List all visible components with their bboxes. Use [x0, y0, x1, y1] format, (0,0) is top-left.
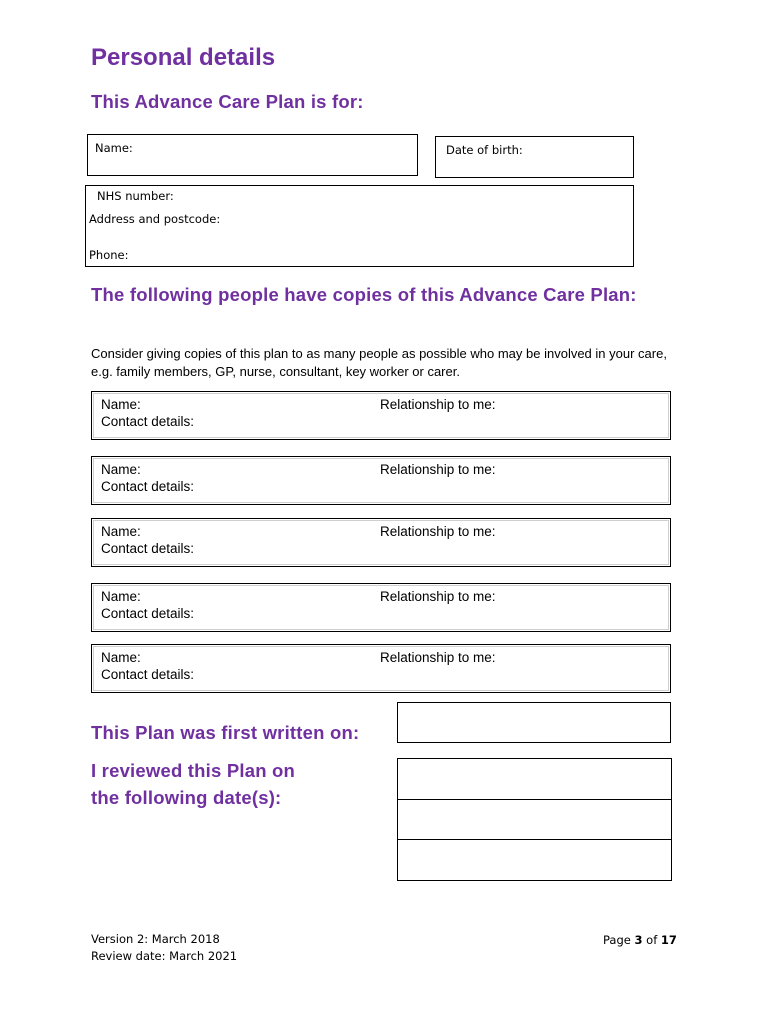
relationship-label: Relationship to me:	[380, 524, 496, 539]
name-field-label: Name:	[95, 141, 133, 155]
page-total: 17	[660, 933, 677, 947]
contact-name-label: Name:	[101, 589, 141, 604]
contact-entry[interactable]	[91, 391, 671, 440]
review-date-field[interactable]	[397, 758, 672, 800]
section-heading-plan-for: This Advance Care Plan is for:	[91, 91, 364, 112]
contact-details-label: Contact details:	[101, 541, 195, 556]
page-prefix: Page	[603, 933, 635, 947]
relationship-label: Relationship to me:	[380, 589, 496, 604]
relationship-label: Relationship to me:	[380, 650, 496, 665]
contact-details-label: Contact details:	[101, 667, 195, 682]
section-heading-copies: The following people have copies of this Advance Care Plan:	[91, 284, 637, 305]
contact-name-label: Name:	[101, 524, 141, 539]
relationship-label: Relationship to me:	[380, 397, 496, 412]
phone-label: Phone:	[89, 248, 129, 262]
contact-entry[interactable]	[91, 644, 671, 693]
contact-info-field[interactable]	[85, 185, 634, 267]
contact-entry[interactable]	[91, 456, 671, 505]
contact-entry[interactable]	[91, 518, 671, 567]
nhs-number-label: NHS number:	[97, 189, 174, 203]
relationship-label: Relationship to me:	[380, 462, 496, 477]
page-current: 3	[634, 933, 643, 947]
name-field[interactable]	[87, 134, 418, 176]
contact-name-label: Name:	[101, 462, 141, 477]
contact-details-label: Contact details:	[101, 414, 195, 429]
first-written-date-field[interactable]	[397, 702, 671, 743]
page-title: Personal details	[91, 44, 276, 71]
page-of: of	[642, 933, 661, 947]
contact-entry[interactable]	[91, 583, 671, 632]
review-date-field[interactable]	[397, 799, 672, 840]
version-text: Version 2: March 2018	[91, 932, 220, 946]
reviewed-label-line2: the following date(s):	[91, 787, 282, 808]
date-of-birth-field[interactable]	[435, 136, 634, 178]
review-date-text: Review date: March 2021	[91, 949, 238, 963]
contact-details-label: Contact details:	[101, 606, 195, 621]
contact-name-label: Name:	[101, 650, 141, 665]
review-date-field[interactable]	[397, 839, 672, 881]
contact-name-label: Name:	[101, 397, 141, 412]
copies-intro-text: Consider giving copies of this plan to as many people as possible who may be involved in your care, e.g. family members, GP, nurse, consultant, key worker or carer.	[91, 346, 667, 379]
contact-details-label: Contact details:	[101, 479, 195, 494]
page-number	[603, 932, 677, 949]
reviewed-label-line1: I reviewed this Plan on	[91, 760, 296, 781]
date-of-birth-label: Date of birth:	[446, 143, 523, 157]
address-label: Address and postcode:	[89, 212, 221, 226]
first-written-label: This Plan was first written on:	[91, 722, 360, 743]
